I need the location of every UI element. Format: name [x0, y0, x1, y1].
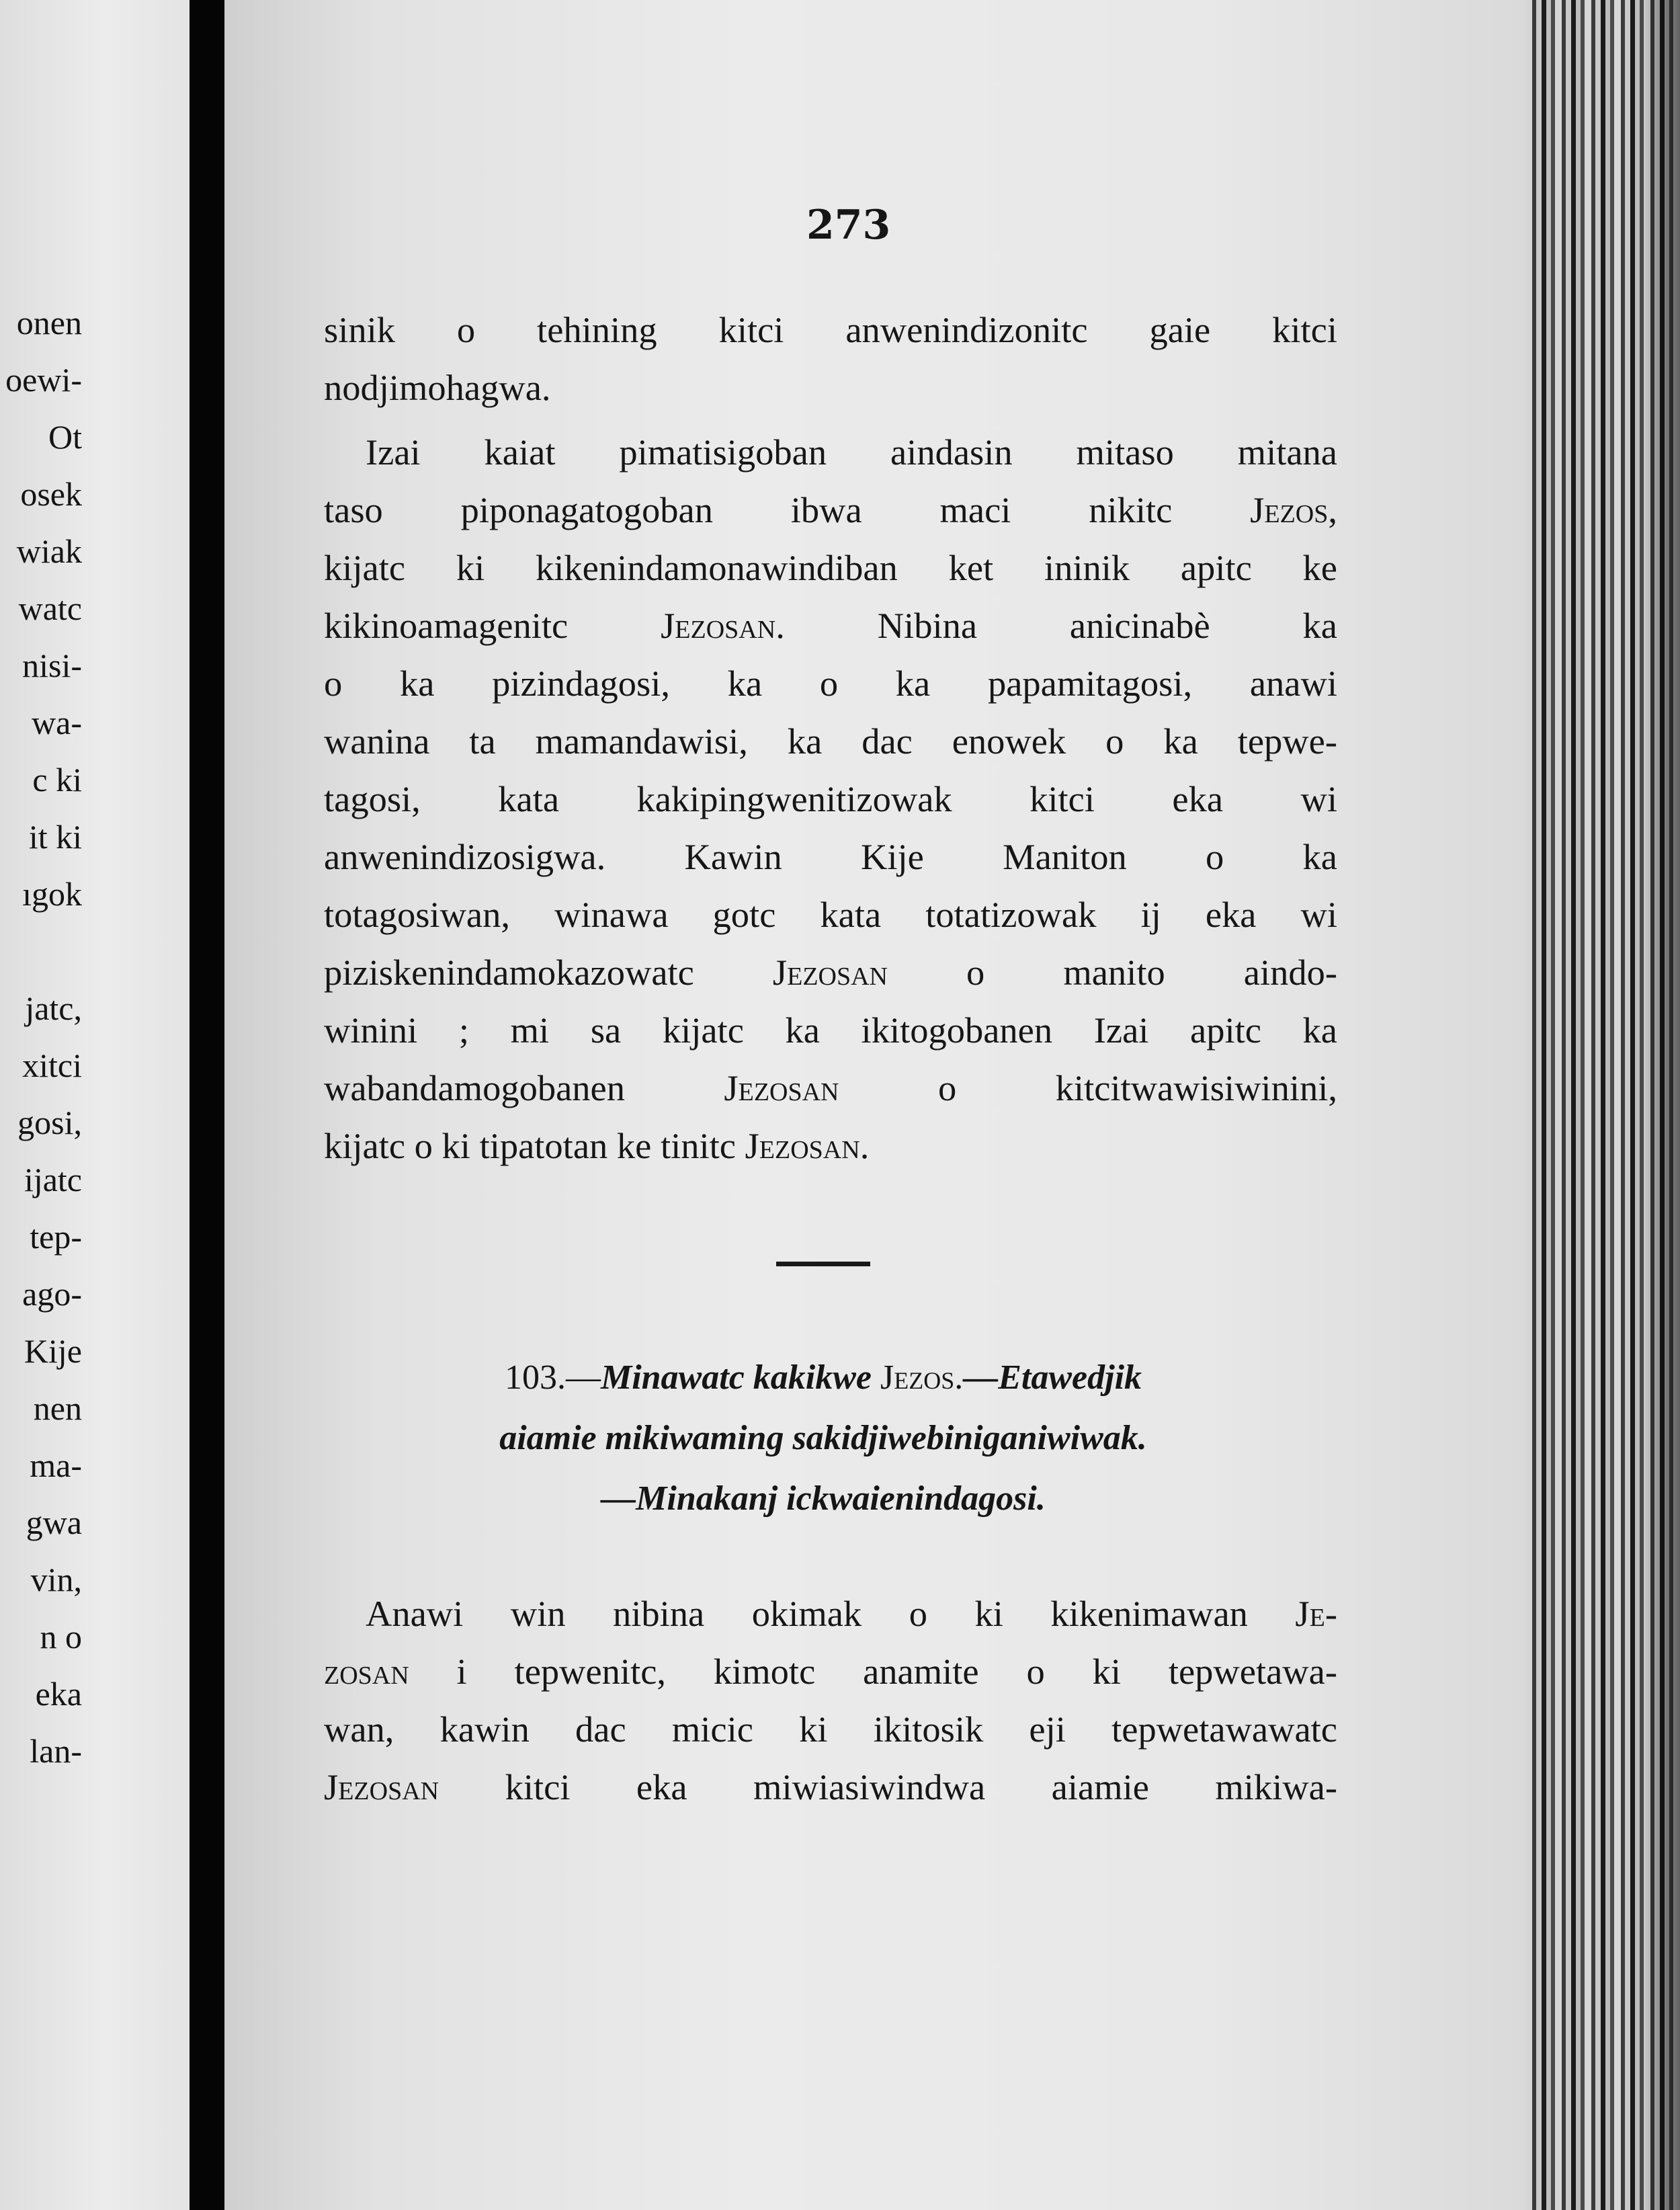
- text-run: kijatc o ki tipatotan ke tinitc: [324, 1125, 745, 1166]
- left-page-line: ijatc: [24, 1161, 82, 1198]
- left-page-line: nisi-: [22, 647, 82, 684]
- text-line: [324, 1758, 1337, 1816]
- left-page-line: ma-: [30, 1446, 82, 1484]
- text-run: taso piponagatogoban ibwa maci nikitc: [324, 489, 1251, 530]
- left-page-line: tep-: [30, 1218, 82, 1256]
- page-edges: [1525, 0, 1680, 2210]
- name-jezosan: Jezosan: [324, 1766, 439, 1807]
- left-page-line: Ot: [48, 418, 82, 456]
- name-jezosan: Jezosan: [772, 952, 888, 993]
- section-divider: [776, 1262, 870, 1266]
- text-run: piziskenindamokazowatc: [324, 952, 773, 993]
- name-jezosan: Jezosan.: [661, 605, 785, 646]
- left-page-line: ago-: [22, 1275, 82, 1313]
- name-jezosan: Je-: [1295, 1593, 1337, 1634]
- left-page-line: gwa: [26, 1504, 82, 1541]
- section-heading-line: [339, 1408, 1307, 1469]
- name-jezosan: zosan: [324, 1651, 409, 1692]
- text-line: anwenindizosigwa. Kawin Kije Maniton o ka: [324, 836, 1337, 877]
- text-line: nodjimohagwa.: [324, 367, 551, 408]
- section-title: —Etawedjik: [963, 1358, 1142, 1397]
- book-gutter: [190, 0, 224, 2210]
- left-page-line: wa-: [32, 704, 82, 741]
- left-page-line: nen: [33, 1389, 82, 1427]
- page-number: 273: [806, 202, 891, 249]
- text-line: kijatc ki kikenindamonawindiban ket ininik apitc ke: [324, 547, 1337, 588]
- text-run: i tepwenitc, kimotc anamite o ki tepwetawa-: [409, 1651, 1337, 1692]
- section-heading: [339, 1348, 1307, 1408]
- left-page-line: c ki: [32, 761, 82, 799]
- text-line: o ka pizindagosi, ka o ka papamitagosi, anawi: [324, 663, 1337, 704]
- text-line: sinik o tehining kitci anwenindizonitc gaie kitci: [324, 309, 1337, 350]
- text-line: [324, 1117, 1337, 1175]
- text-line: wan, kawin dac micic ki ikitosik eji tepwetawawatc: [324, 1709, 1337, 1750]
- text-line: Izai kaiat pimatisigoban aindasin mitaso mitana: [366, 432, 1337, 473]
- text-line: wanina ta mamandawisi, ka dac enowek o ka tepwe-: [324, 721, 1337, 762]
- section-title: aiamie mikiwaming sakidjiwebiniganiwiwak.: [499, 1419, 1147, 1457]
- section-title: —Minakanj ickwaienindagosi.: [601, 1479, 1046, 1518]
- text-line: [324, 1643, 1337, 1701]
- text-line: totagosiwan, winawa gotc kata totatizowak ij eka wi: [324, 894, 1337, 935]
- text-run: Nibina anicinabè ka: [784, 605, 1337, 646]
- left-page-line: jatc,: [25, 989, 82, 1027]
- left-page-line: ıgok: [22, 875, 82, 913]
- left-page-line: eka: [35, 1675, 82, 1713]
- text-run: kikinoamagenitc: [324, 605, 661, 646]
- name-jezos: Jezos.: [880, 1358, 964, 1397]
- left-page-line: lan-: [30, 1732, 82, 1770]
- name-jezos: Jezos,: [1250, 489, 1337, 530]
- text-line: [324, 597, 1337, 655]
- text-run: o manito aindo-: [888, 952, 1337, 993]
- left-page-line: xitci: [22, 1047, 82, 1084]
- text-line: [324, 944, 1337, 1001]
- left-page-line: n o: [40, 1618, 82, 1655]
- text-line: [324, 1059, 1337, 1117]
- name-jezosan: Jezosan: [724, 1067, 839, 1108]
- left-page-line: gosi,: [17, 1104, 82, 1141]
- text-line: [324, 481, 1337, 539]
- left-page-line: Kije: [24, 1332, 82, 1370]
- left-page-line: onen: [16, 304, 82, 341]
- section-number: 103.—: [504, 1358, 601, 1397]
- name-jezosan: Jezosan.: [745, 1125, 870, 1166]
- text-line: tagosi, kata kakipingwenitizowak kitci eka wi: [324, 778, 1337, 819]
- left-page-line: vin,: [30, 1561, 82, 1598]
- text-line: [324, 1585, 1337, 1643]
- text-run: o kitcitwawisiwinini,: [839, 1067, 1337, 1108]
- text-run: kitci eka miwiasiwindwa aiamie mikiwa-: [439, 1766, 1337, 1807]
- section-heading-line: [339, 1469, 1307, 1529]
- left-page-line: it ki: [28, 818, 82, 856]
- left-page-fragment: [0, 0, 190, 2210]
- text-run: Anawi win nibina okimak o ki kikenimawan: [366, 1593, 1296, 1634]
- text-run: wabandamogobanen: [324, 1067, 724, 1108]
- left-page-line: oewi-: [5, 361, 82, 399]
- text-line: winini ; mi sa kijatc ka ikitogobanen Izai apitc ka: [324, 1010, 1337, 1051]
- left-page-line: osek: [20, 475, 82, 513]
- section-title: Minawatc kakikwe: [600, 1358, 872, 1397]
- left-page-line: watc: [18, 589, 82, 627]
- left-page-line: wiak: [16, 532, 82, 570]
